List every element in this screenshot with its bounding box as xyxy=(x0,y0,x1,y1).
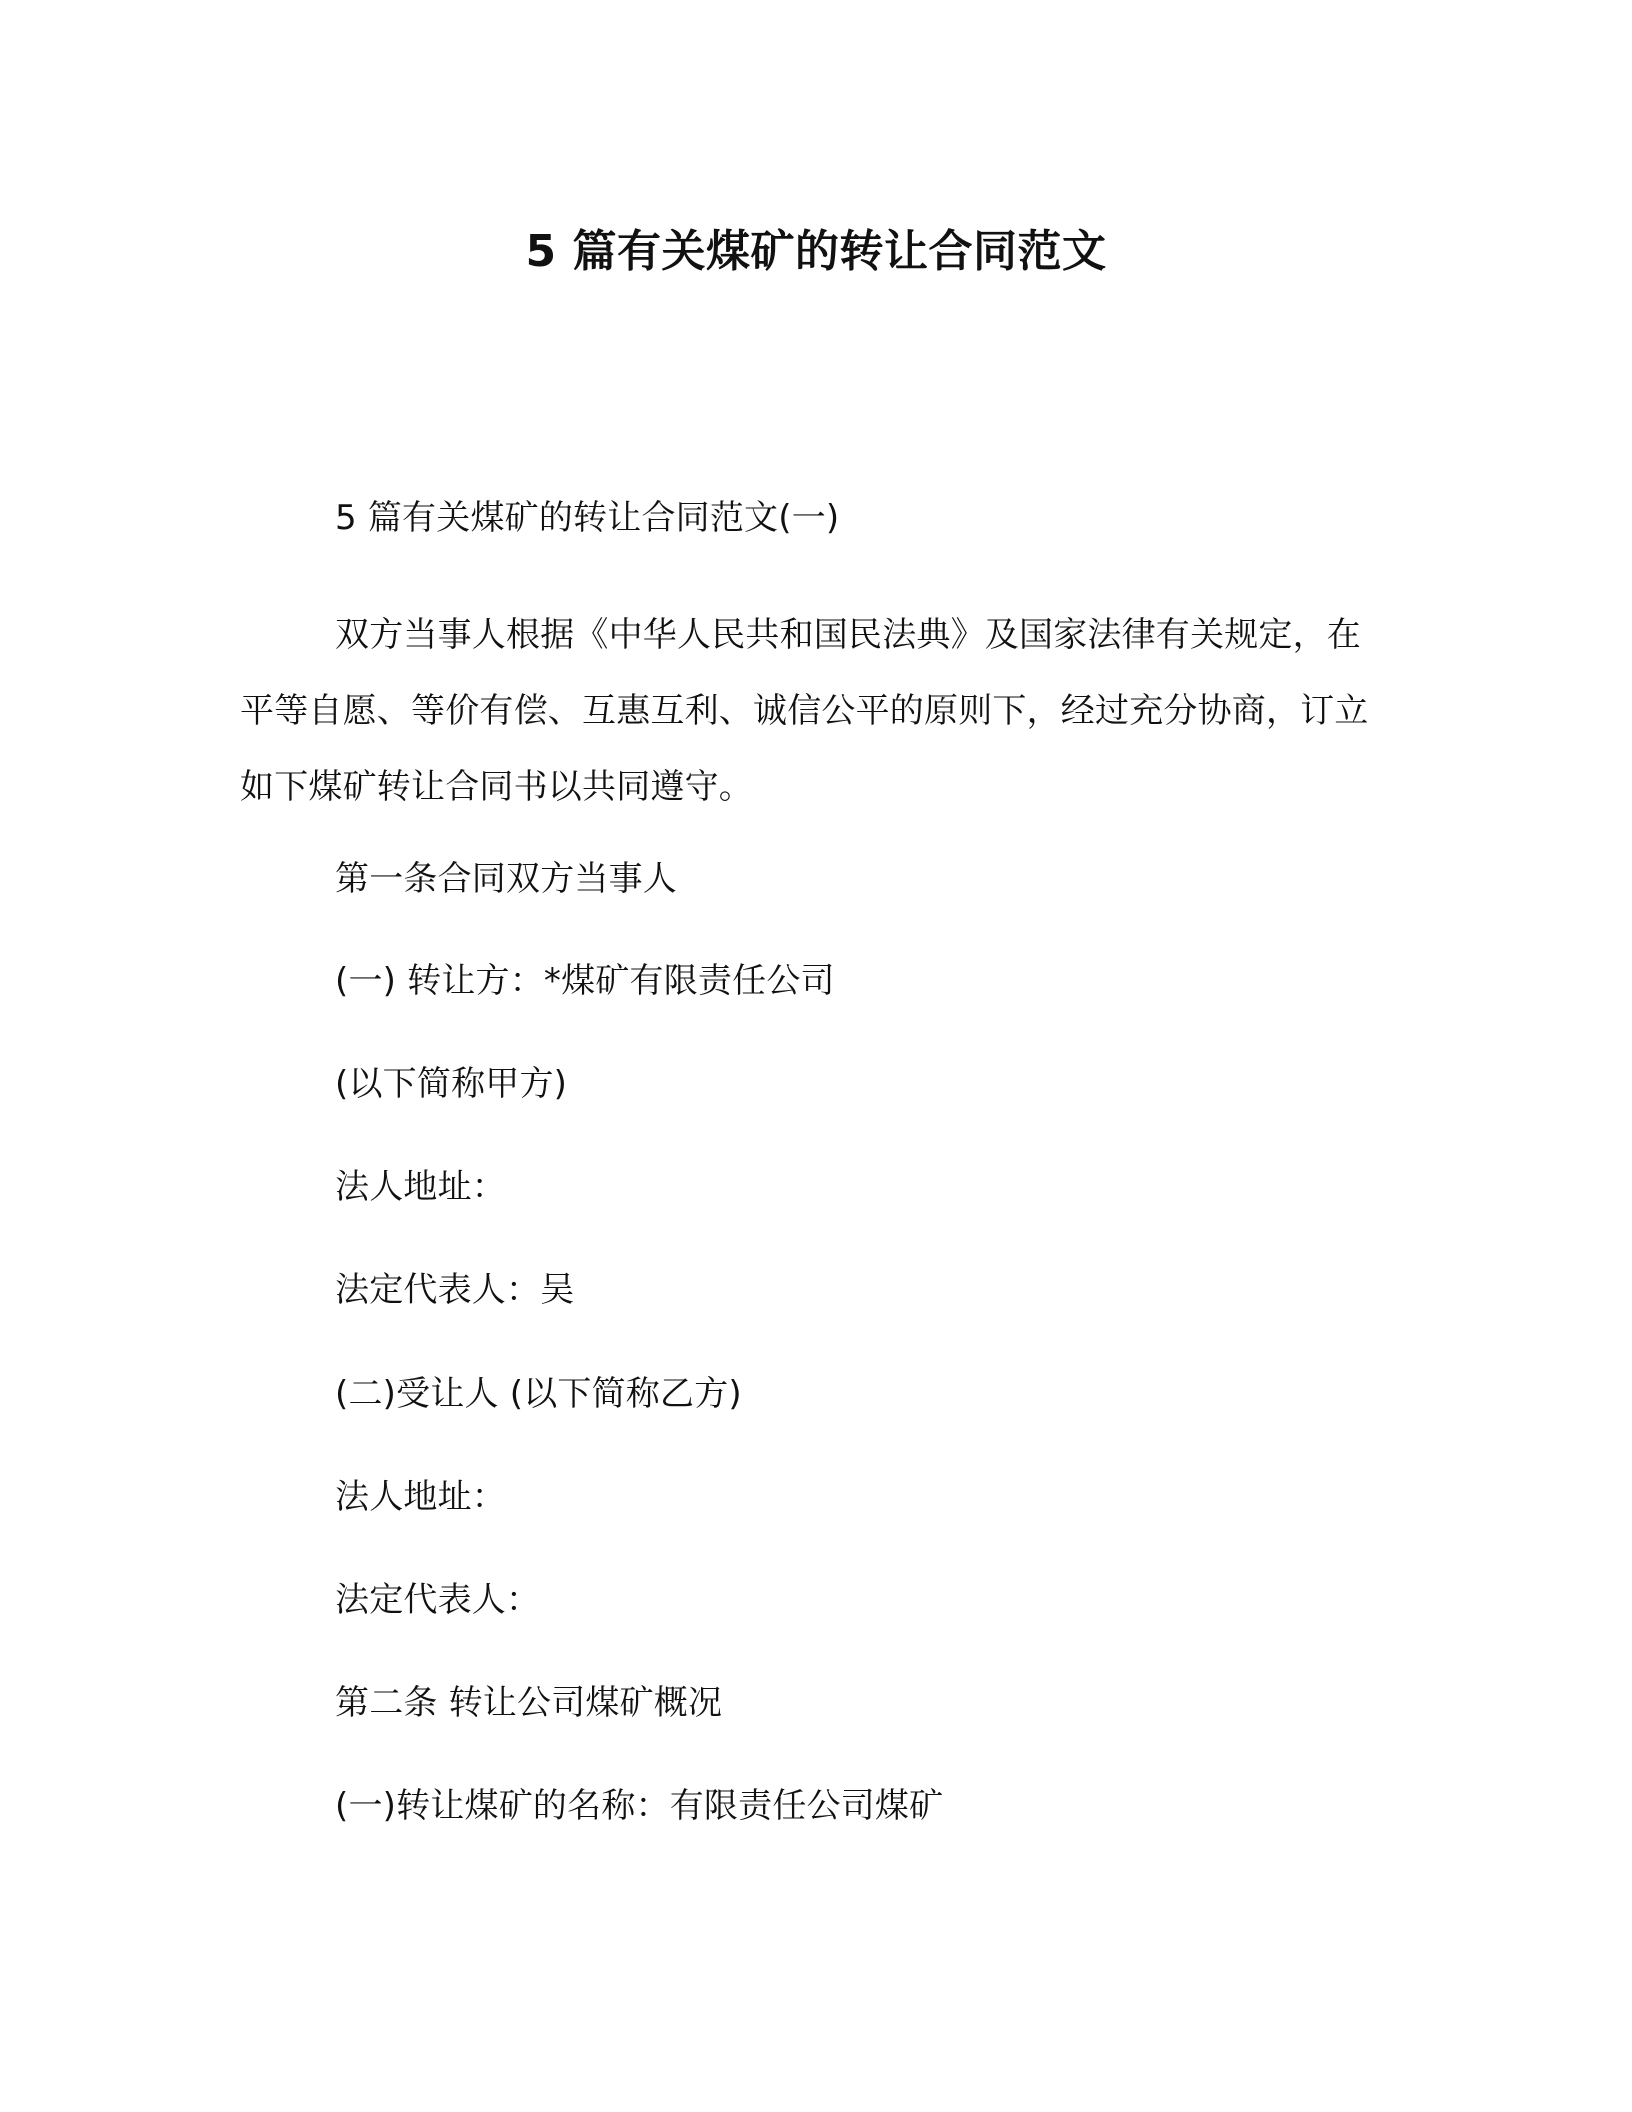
article-2-heading: 第二条 转让公司煤矿概况 xyxy=(335,1683,723,1723)
party-b-address: 法人地址： xyxy=(335,1477,506,1517)
intro-paragraph: 双方当事人根据《中华人民共和国民法典》及国家法律有关规定，在平等自愿、等价有偿、互惠互利、诚信公平的原则下，经过充分协商，订立如下煤矿转让合同书以共同遵守。 xyxy=(240,615,1369,807)
section-heading: 5 篇有关煤矿的转让合同范文(一) xyxy=(335,498,840,538)
transferor-line: (一) 转让方：*煤矿有限责任公司 xyxy=(335,961,835,1001)
transferee-line: (二)受让人 (以下简称乙方) xyxy=(335,1374,742,1414)
party-b-representative: 法定代表人： xyxy=(335,1580,541,1620)
document-title: 5 篇有关煤矿的转让合同范文 xyxy=(525,226,1107,277)
party-a-representative: 法定代表人：吴 xyxy=(335,1270,575,1310)
party-a-address: 法人地址： xyxy=(335,1167,506,1207)
mine-name-line: (一)转让煤矿的名称：有限责任公司煤矿 xyxy=(335,1786,944,1826)
article-1-heading: 第一条合同双方当事人 xyxy=(335,859,677,899)
party-a-note: (以下简称甲方) xyxy=(335,1064,568,1104)
